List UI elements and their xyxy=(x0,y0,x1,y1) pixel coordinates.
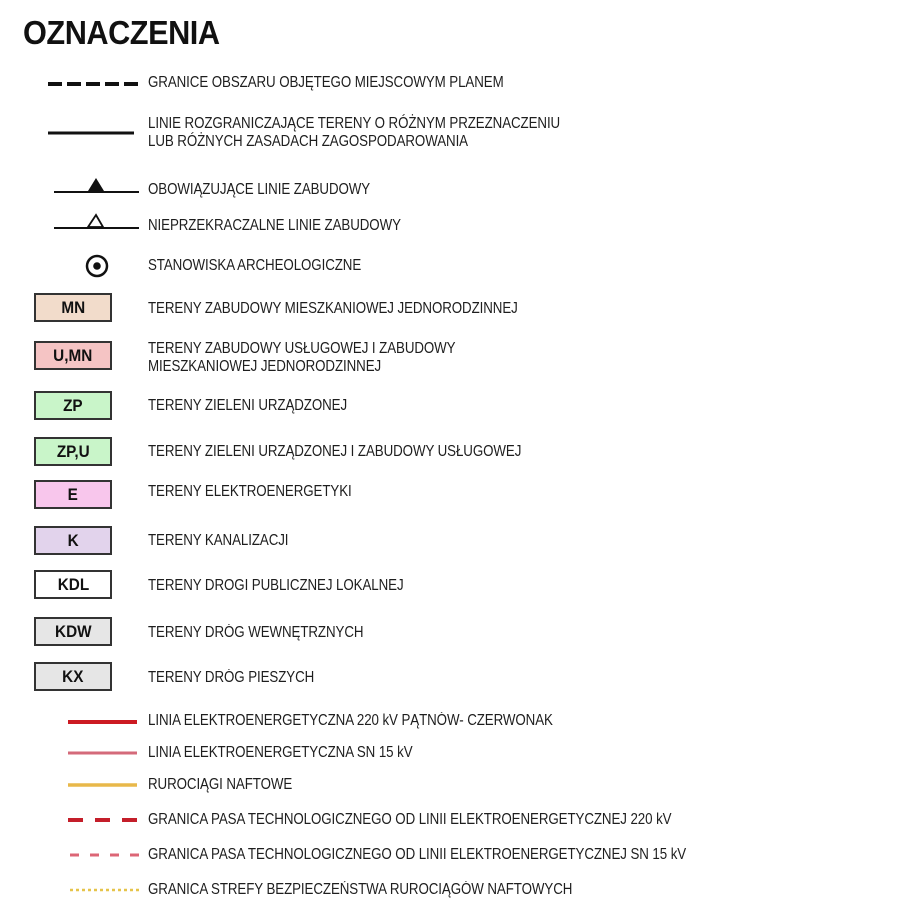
black-dashed-line-icon xyxy=(24,70,116,100)
legend-label-line-2: LUB RÓŻNYCH ZASADACH ZAGOSPODAROWANIA xyxy=(148,133,468,150)
legend-label-line-2: MIESZKANIOWEJ JEDNORODZINNEJ xyxy=(148,358,382,375)
black-solid-line-icon xyxy=(24,112,116,162)
legend-label: GRANICA PASA TECHNOLOGICZNEGO OD LINII ELEKTROENERGETYCZNEJ 220 kV xyxy=(148,811,672,828)
pink-dashed-line-icon xyxy=(24,843,116,867)
legend-label: GRANICA PASA TECHNOLOGICZNEGO OD LINII ELEKTROENERGETYCZNEJ SN 15 kV xyxy=(148,846,687,863)
legend-label: TERENY ZIELENI URZĄDZONEJ I ZABUDOWY USŁUGOWEJ xyxy=(148,443,522,460)
legend-label: TERENY DROGI PUBLICZNEJ LOKALNEJ xyxy=(148,577,404,594)
zone-swatch-zpu: ZP,U xyxy=(34,437,112,466)
red-dashed-line-icon xyxy=(24,808,116,832)
zone-swatch-e: E xyxy=(34,480,112,509)
legend-label: RUROCIĄGI NAFTOWE xyxy=(148,776,293,793)
legend-label: LINIA ELEKTROENERGETYCZNA 220 kV PĄTNÓW- CZERWONAK xyxy=(148,712,553,729)
yellow-line-icon xyxy=(24,773,116,797)
line-filled-triangle-icon xyxy=(24,175,116,205)
legend-label: TERENY DRÓG PIESZYCH xyxy=(148,669,315,686)
pink-line-icon xyxy=(24,741,116,765)
legend-label: TERENY ELEKTROENERGETYKI xyxy=(148,483,352,500)
legend-label: TERENY ZIELENI URZĄDZONEJ xyxy=(148,397,348,414)
legend-title: OZNACZENIA xyxy=(23,14,220,51)
legend-label-line-1: TERENY ZABUDOWY USŁUGOWEJ I ZABUDOWY xyxy=(148,340,456,357)
legend-label: LINIA ELEKTROENERGETYCZNA SN 15 kV xyxy=(148,744,413,761)
yellow-dotted-line-icon xyxy=(24,878,116,902)
zone-swatch-kdw: KDW xyxy=(34,617,112,646)
zone-swatch-k: K xyxy=(34,526,112,555)
legend-label: STANOWISKA ARCHEOLOGICZNE xyxy=(148,257,362,274)
legend-label: TERENY ZABUDOWY MIESZKANIOWEJ JEDNORODZINNEJ xyxy=(148,300,518,317)
red-thick-line-icon xyxy=(24,710,116,734)
legend-label: NIEPRZEKRACZALNE LINIE ZABUDOWY xyxy=(148,217,401,234)
legend-label: GRANICE OBSZARU OBJĘTEGO MIEJSCOWYM PLANEM xyxy=(148,74,504,91)
zone-swatch-mn: MN xyxy=(34,293,112,322)
line-open-triangle-icon xyxy=(24,211,116,241)
zone-swatch-umn: U,MN xyxy=(34,341,112,370)
legend-label: TERENY KANALIZACJI xyxy=(148,532,289,549)
circle-dot-icon xyxy=(24,250,116,284)
zone-swatch-kdl: KDL xyxy=(34,570,112,599)
legend-label: OBOWIĄZUJĄCE LINIE ZABUDOWY xyxy=(148,181,371,198)
legend-label: GRANICA STREFY BEZPIECZEŃSTWA RUROCIĄGÓW NAFTOWYCH xyxy=(148,881,573,898)
legend-label-line-1: LINIE ROZGRANICZAJĄCE TERENY O RÓŻNYM PRZEZNACZENIU xyxy=(148,115,561,132)
legend-label: TERENY DRÓG WEWNĘTRZNYCH xyxy=(148,624,364,641)
zone-swatch-kx: KX xyxy=(34,662,112,691)
zone-swatch-zp: ZP xyxy=(34,391,112,420)
